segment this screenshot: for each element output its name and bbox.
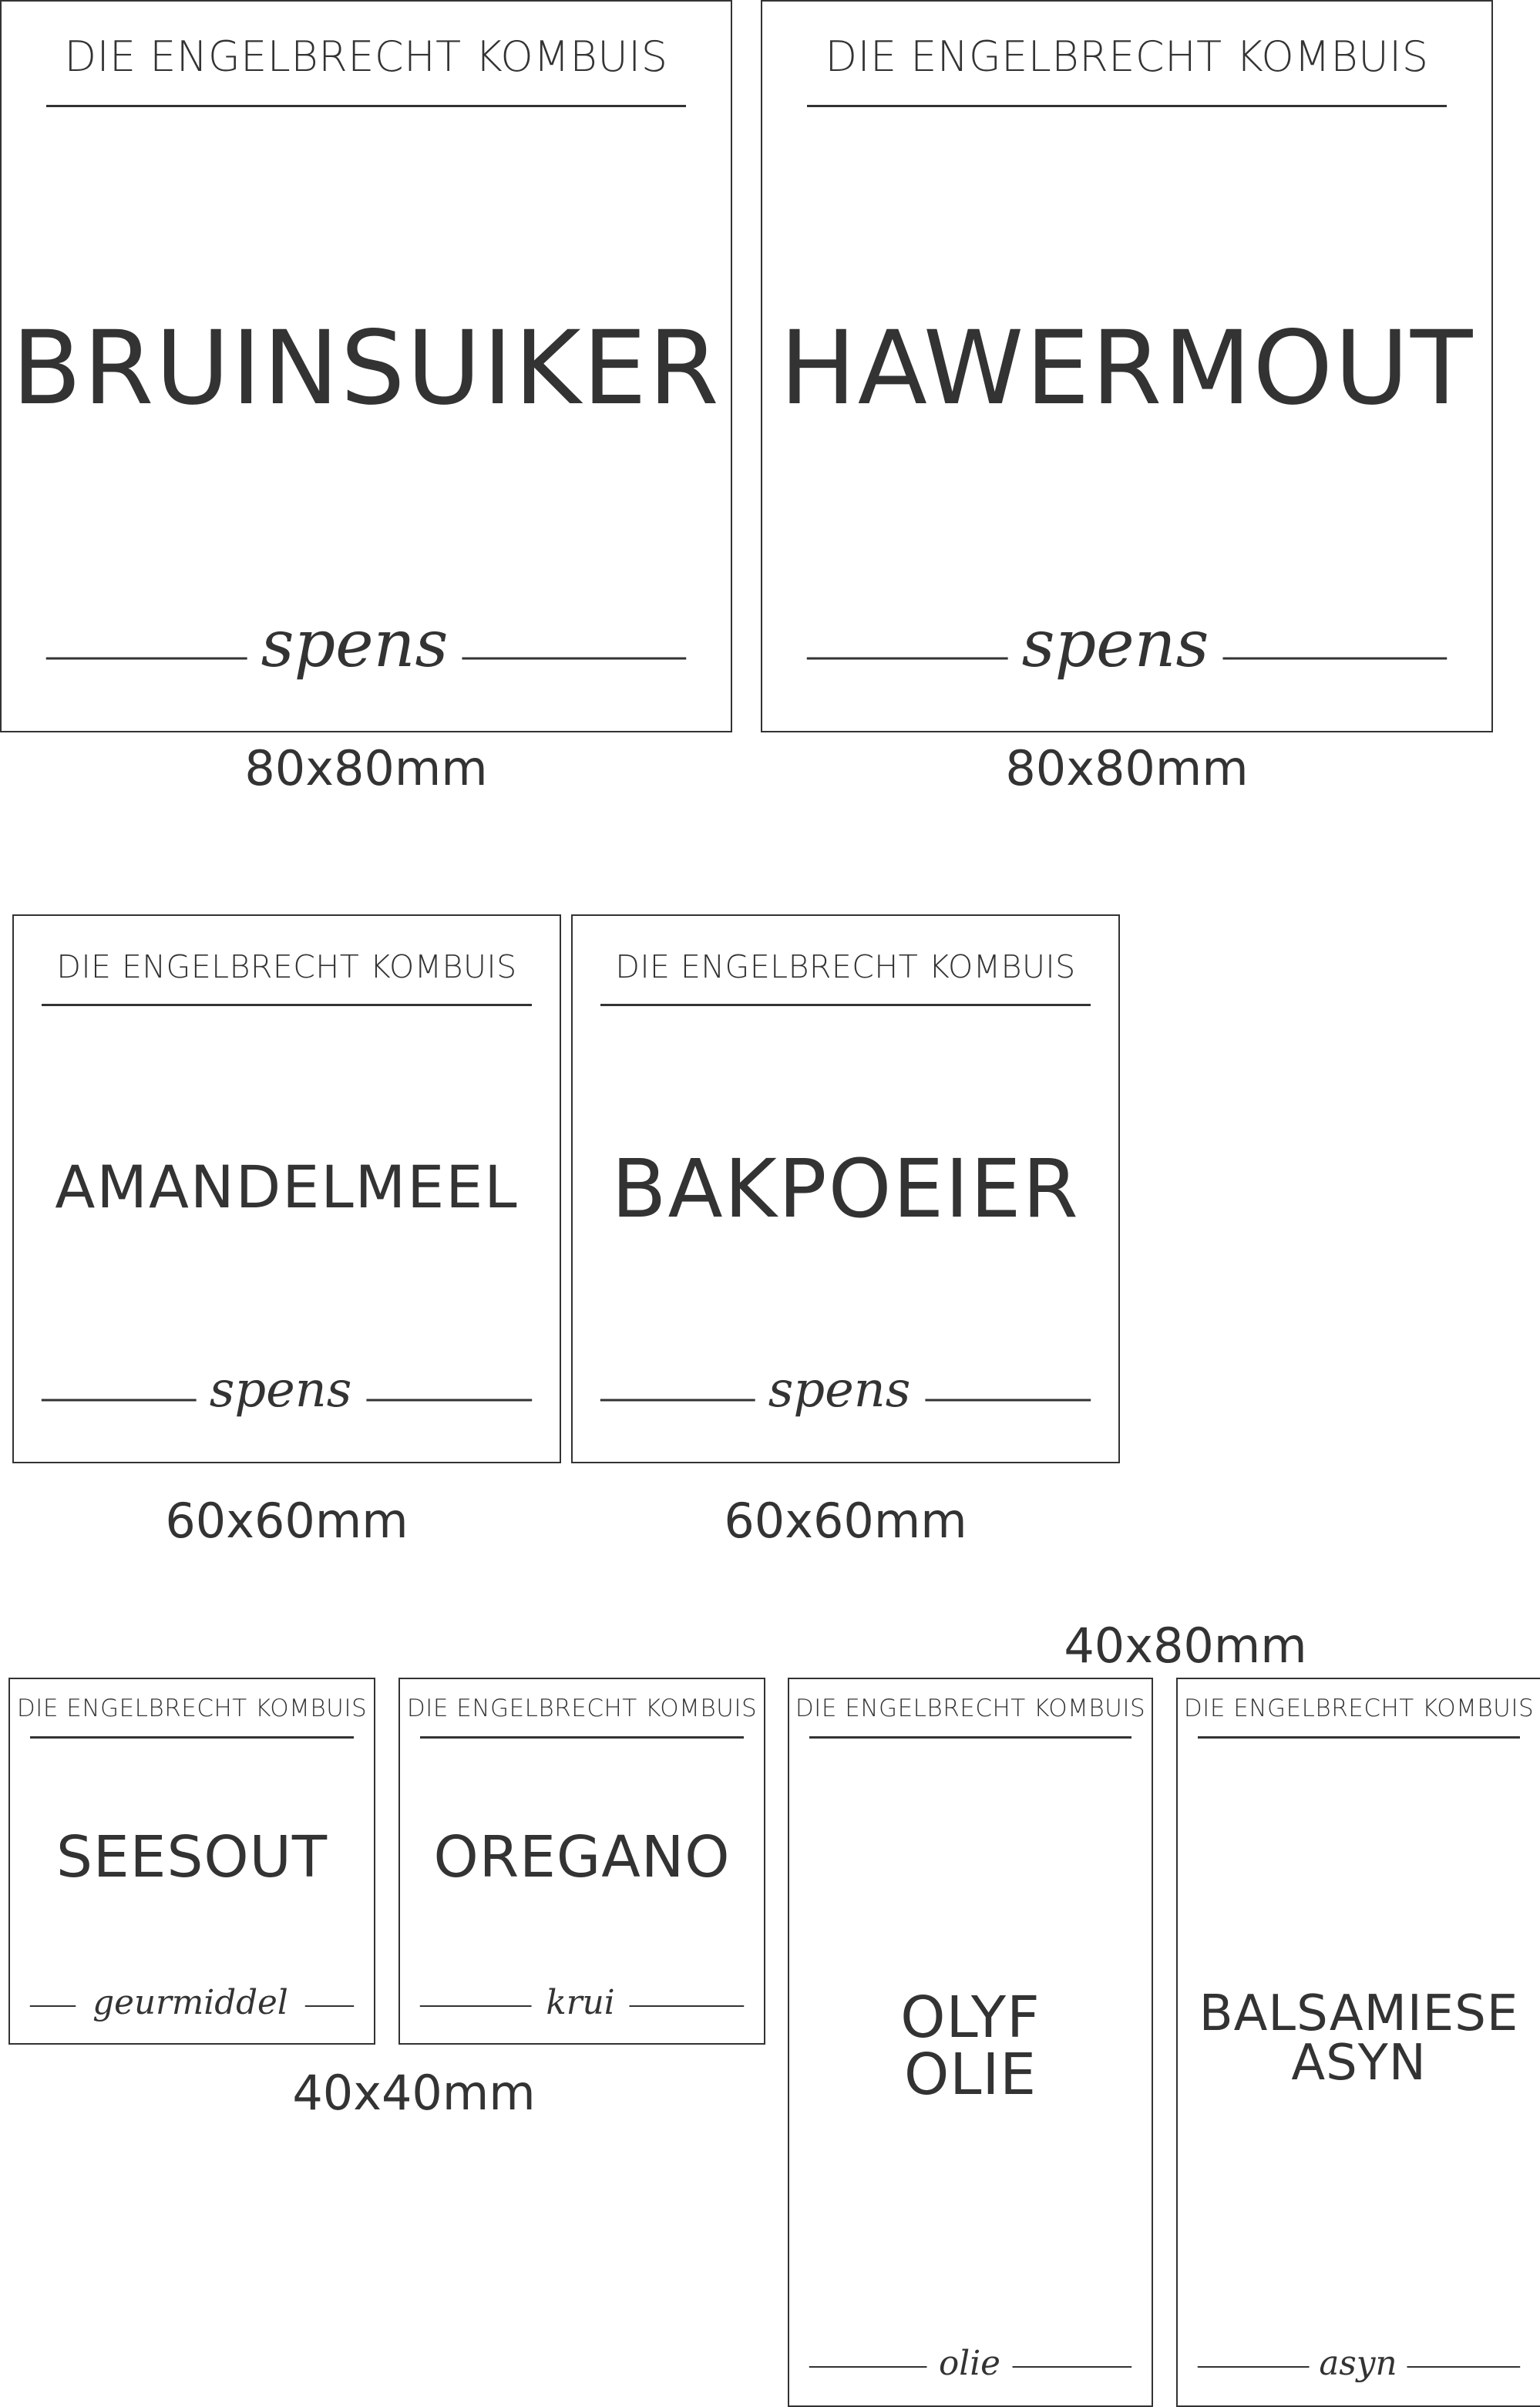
label-amandelmeel <box>12 914 561 1463</box>
label-hawermout <box>761 0 1493 732</box>
category-text: spens <box>1021 605 1209 682</box>
dimension-80x80-left: 80x80mm <box>244 740 488 796</box>
category-text: geurmiddel <box>92 1982 288 2023</box>
product-name-line: HAWERMOUT <box>779 309 1474 428</box>
dimension-40x80: 40x80mm <box>1064 1618 1307 1674</box>
brand-name: DIE ENGELBRECHT KOMBUIS <box>615 948 1076 985</box>
top-rule <box>42 1004 532 1006</box>
category-script <box>400 1982 764 2025</box>
label-olyf-olie <box>788 1678 1153 2407</box>
brand-name: DIE ENGELBRECHT KOMBUIS <box>64 32 668 81</box>
brand-name: DIE ENGELBRECHT KOMBUIS <box>56 948 517 985</box>
category-script <box>762 605 1491 688</box>
top-rule <box>1198 1736 1520 1739</box>
category-text: olie <box>939 2343 1000 2384</box>
category-script <box>14 1361 560 1423</box>
top-rule <box>809 1736 1131 1739</box>
product-name-line: AMANDELMEEL <box>55 1153 519 1221</box>
product-name <box>789 1985 1152 2108</box>
product-name-line: SEESOUT <box>55 1824 328 1890</box>
product-name-line: OLIE <box>903 2042 1037 2108</box>
product-name-line: BALSAMIESE <box>1199 1985 1519 2042</box>
product-name <box>2 309 731 428</box>
category-text: asyn <box>1319 2343 1397 2384</box>
label-seesout <box>8 1678 375 2045</box>
product-name <box>762 309 1491 428</box>
category-text: spens <box>261 605 449 682</box>
category-script <box>1178 2343 1540 2385</box>
product-name-line: OLYF <box>900 1985 1041 2051</box>
top-rule <box>46 105 686 107</box>
dimension-60x60-right: 60x60mm <box>724 1493 967 1549</box>
brand-name: DIE ENGELBRECHT KOMBUIS <box>406 1695 758 1722</box>
label-bruinsuiker <box>0 0 732 732</box>
label-bakpoeier <box>571 914 1120 1463</box>
category-script <box>789 2343 1152 2385</box>
dimension-60x60-left: 60x60mm <box>165 1493 409 1549</box>
category-text: krui <box>546 1982 615 2023</box>
product-name <box>10 1824 374 1890</box>
product-name <box>1178 1985 1540 2092</box>
category-script <box>10 1982 374 2025</box>
label-oregano <box>398 1678 765 2045</box>
dimension-80x80-right: 80x80mm <box>1005 740 1249 796</box>
brand-name: DIE ENGELBRECHT KOMBUIS <box>1183 1695 1535 1722</box>
product-name-line: BRUINSUIKER <box>12 309 721 428</box>
product-name <box>400 1824 764 1890</box>
brand-name: DIE ENGELBRECHT KOMBUIS <box>795 1695 1146 1722</box>
category-script <box>573 1361 1118 1423</box>
top-rule <box>807 105 1447 107</box>
top-rule <box>600 1004 1091 1006</box>
top-rule <box>420 1736 744 1739</box>
product-name <box>14 1153 560 1221</box>
top-rule <box>30 1736 354 1739</box>
label-balsamiese-asyn <box>1176 1678 1540 2407</box>
dimension-40x40: 40x40mm <box>292 2065 536 2121</box>
brand-name: DIE ENGELBRECHT KOMBUIS <box>16 1695 368 1722</box>
category-script <box>2 605 731 688</box>
brand-name: DIE ENGELBRECHT KOMBUIS <box>825 32 1429 81</box>
product-name-line: BAKPOEIER <box>611 1142 1080 1236</box>
product-name-line: OREGANO <box>433 1824 731 1890</box>
product-name-line: ASYN <box>1291 2035 1427 2092</box>
category-text: spens <box>209 1361 352 1419</box>
product-name <box>573 1142 1118 1236</box>
category-text: spens <box>768 1361 911 1419</box>
